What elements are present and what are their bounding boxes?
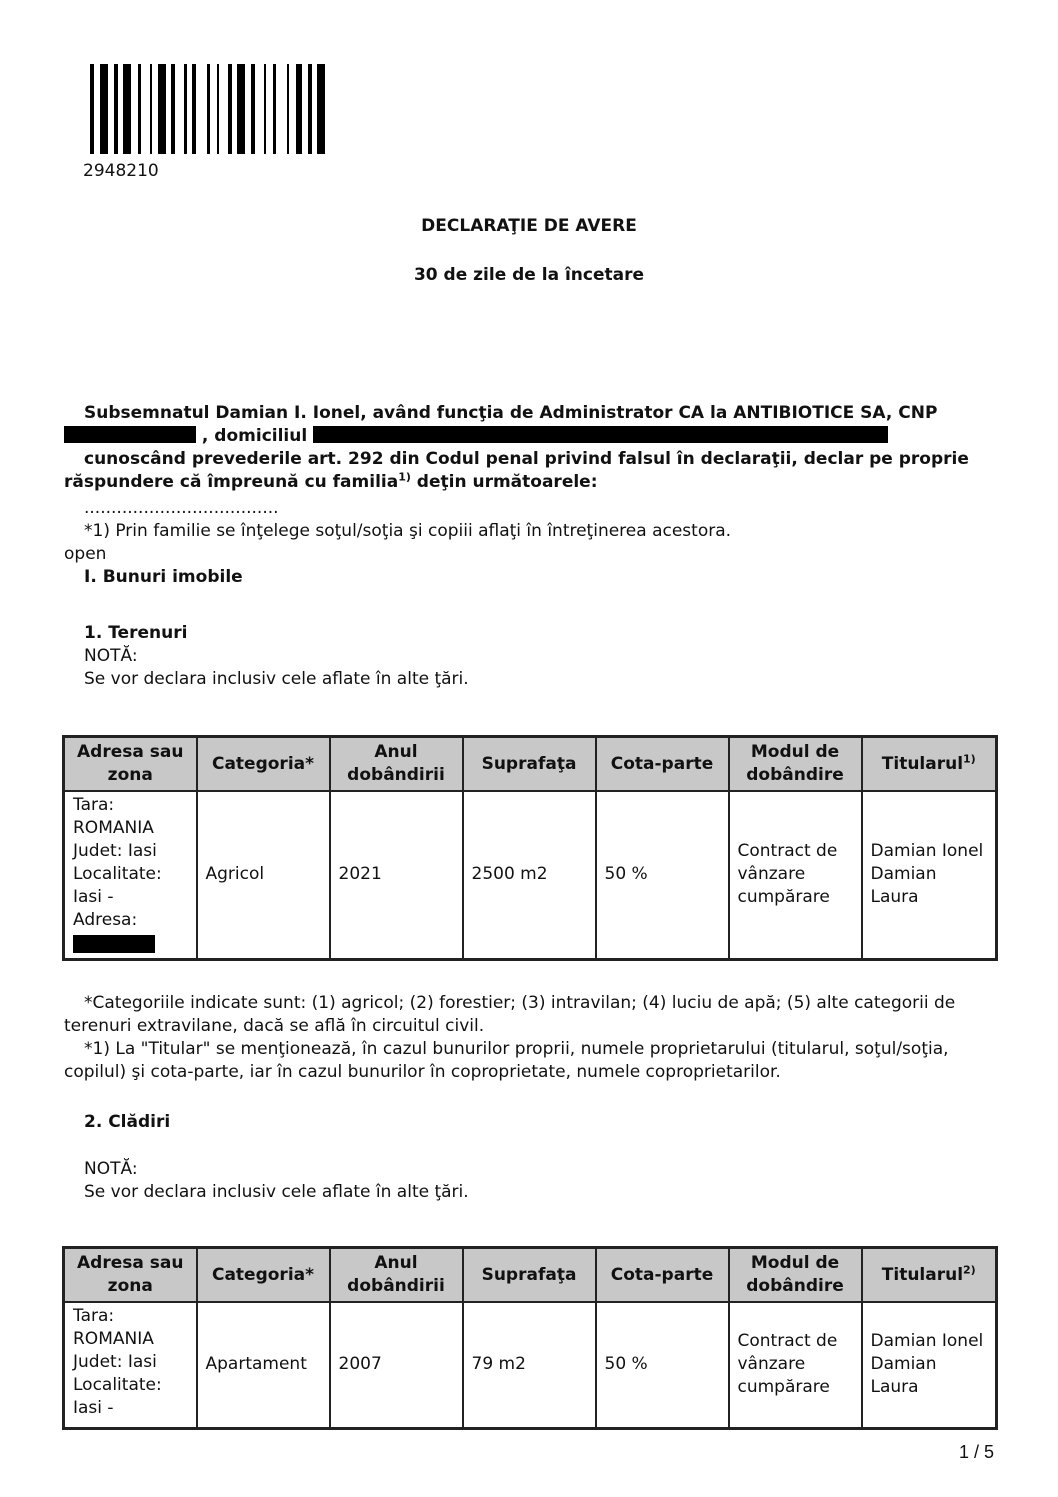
document-title: DECLARAŢIE DE AVERE <box>421 216 637 236</box>
titular-footnote-marker: 2) <box>963 1262 976 1276</box>
document-subtitle: 30 de zile de la încetare <box>413 265 645 285</box>
titular-line: Laura <box>870 1377 919 1398</box>
intro-line-4a: răspundere că împreună cu familia <box>64 472 399 492</box>
subsection-title-cladiri: 2. Clădiri <box>84 1112 171 1132</box>
nota-text: Se vor declara inclusiv cele aflate în alte ţări. <box>84 669 469 689</box>
cell-adresa <box>64 791 197 959</box>
table-header-row <box>64 1248 997 1303</box>
modul-line: cumpărare <box>737 1377 830 1398</box>
adresa-line: Iasi - <box>73 887 114 907</box>
adresa-line: Adresa: <box>73 910 138 930</box>
redacted-cnp <box>64 426 196 443</box>
modul-line: vânzare <box>737 864 806 885</box>
cell-modul <box>729 791 862 959</box>
barcode-image <box>90 64 572 154</box>
nota-label: NOTĂ: <box>84 1159 138 1179</box>
intro-line-4b: deţin următoarele: <box>410 472 598 492</box>
intro-notes <box>64 497 994 589</box>
col-header-titular <box>862 737 997 792</box>
subsection-title-terenuri: 1. Terenuri <box>84 623 188 643</box>
table-row <box>64 1302 997 1428</box>
col-header-categoria: Categoria* <box>197 737 330 792</box>
col-header-suprafata: Suprafaţa <box>463 1248 596 1303</box>
col-header-adresa: Adresa sau zona <box>64 1248 197 1303</box>
titular-line: Laura <box>870 887 919 908</box>
titular-header-text: Titularul <box>881 753 964 774</box>
adresa-line: Localitate: <box>73 864 162 884</box>
col-header-suprafata: Suprafaţa <box>463 737 596 792</box>
col-header-modul: Modul de dobândire <box>729 737 862 792</box>
cell-cota: 50 % <box>596 791 729 959</box>
adresa-line: Judet: Iasi <box>73 841 157 861</box>
col-header-cota: Cota-parte <box>596 1248 729 1303</box>
modul-line: vânzare <box>737 1354 806 1375</box>
titular-line: Damian Ionel <box>870 841 984 862</box>
titular-note: *1) La "Titular" se menţionează, în cazul bunurilor proprii, numele proprietarului (titularul, soţul/soţia, <box>84 1039 949 1059</box>
cell-suprafata: 2500 m2 <box>463 791 596 959</box>
cell-titular <box>862 791 997 959</box>
intro-line-1: Subsemnatul Damian I. Ionel, având funcţia de Administrator CA la ANTIBIOTICE SA, CNP <box>84 403 938 423</box>
modul-line: Contract de <box>737 1331 838 1352</box>
intro-line-4 <box>64 471 994 494</box>
cell-titular <box>862 1302 997 1428</box>
cell-suprafata: 79 m2 <box>463 1302 596 1428</box>
intro-paragraph <box>64 402 994 494</box>
cell-modul <box>729 1302 862 1428</box>
adresa-line: ROMANIA <box>73 818 154 838</box>
nota-text: Se vor declara inclusiv cele aflate în alte ţări. <box>84 1182 469 1202</box>
domiciliu-label: , domiciliul <box>201 426 308 446</box>
intro-line-2 <box>64 425 994 448</box>
modul-line: Contract de <box>737 841 838 862</box>
redacted-land-address <box>73 935 155 953</box>
col-header-adresa: Adresa sau zona <box>64 737 197 792</box>
cell-categoria: Agricol <box>197 791 330 959</box>
adresa-line: ROMANIA <box>73 1329 154 1349</box>
adresa-line: Tara: <box>73 1306 115 1326</box>
col-header-titular <box>862 1248 997 1303</box>
modul-line: cumpărare <box>737 887 830 908</box>
titular-line: Damian <box>870 864 937 885</box>
terenuri-notes <box>64 992 994 1084</box>
open-text: open <box>64 544 107 564</box>
col-header-anul: Anul dobândirii <box>330 737 463 792</box>
titular-line: Damian <box>870 1354 937 1375</box>
categorii-note: *Categoriile indicate sunt: (1) agricol; (2) forestier; (3) intravilan; (4) luciu de apă; (5) alte categorii de <box>84 993 956 1013</box>
titular-footnote-marker: 1) <box>963 751 976 765</box>
family-footnote: *1) Prin familie se înţelege soţul/soţia şi copiii aflaţi în întreţinerea acestora. <box>84 521 732 541</box>
table-header-row <box>64 737 997 792</box>
footnote-marker: 1) <box>398 470 411 484</box>
barcode-number: 2948210 <box>83 161 159 181</box>
intro-line-3: cunoscând prevederile art. 292 din Codul penal privind falsul în declaraţii, declar pe proprie <box>84 449 969 469</box>
titular-header-text: Titularul <box>881 1264 964 1285</box>
col-header-anul: Anul dobândirii <box>330 1248 463 1303</box>
col-header-cota: Cota-parte <box>596 737 729 792</box>
adresa-line: Iasi - <box>73 1398 114 1418</box>
categorii-note-cont: terenuri extravilane, dacă se află în circuitul civil. <box>64 1016 485 1036</box>
dots-line: .................................... <box>84 498 279 518</box>
cell-cota: 50 % <box>596 1302 729 1428</box>
redacted-address <box>313 426 888 443</box>
section-title-bunuri-imobile: I. Bunuri imobile <box>84 567 243 587</box>
cladiri-title-block <box>64 1111 994 1134</box>
adresa-line: Localitate: <box>73 1375 162 1395</box>
terenuri-section <box>64 622 994 691</box>
page-number: 1 / 5 <box>958 1442 994 1462</box>
col-header-categoria: Categoria* <box>197 1248 330 1303</box>
cell-categoria: Apartament <box>197 1302 330 1428</box>
table-row <box>64 791 997 959</box>
cell-anul: 2021 <box>330 791 463 959</box>
titular-note-cont: copilul) şi cota-parte, iar în cazul bunurilor în coproprietate, numele coproprietarilor. <box>64 1062 781 1082</box>
col-header-modul: Modul de dobândire <box>729 1248 862 1303</box>
cell-adresa <box>64 1302 197 1428</box>
adresa-line: Judet: Iasi <box>73 1352 157 1372</box>
cell-anul: 2007 <box>330 1302 463 1428</box>
terenuri-table <box>62 735 998 961</box>
titular-line: Damian Ionel <box>870 1331 984 1352</box>
cladiri-nota-block <box>64 1158 994 1204</box>
adresa-line: Tara: <box>73 795 115 815</box>
cladiri-table <box>62 1246 998 1430</box>
nota-label: NOTĂ: <box>84 646 138 666</box>
